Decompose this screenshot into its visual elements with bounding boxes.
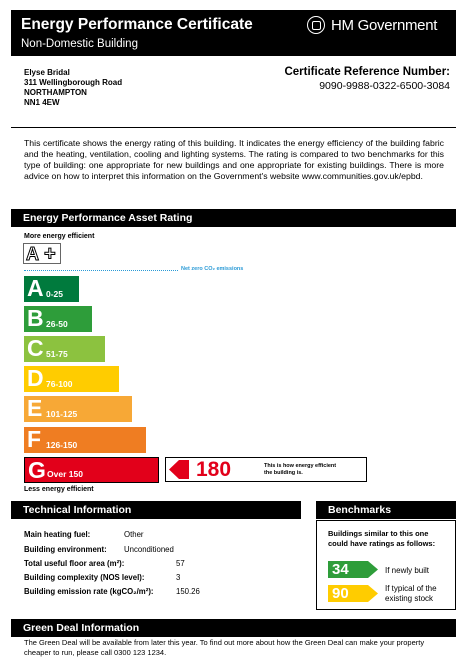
band-letter: B bbox=[27, 305, 44, 331]
benchmark-new-label: If newly built bbox=[385, 566, 430, 575]
tech-value: 57 bbox=[176, 559, 185, 568]
benchmark-typical-value: 90 bbox=[332, 585, 349, 602]
rating-band-g bbox=[24, 457, 159, 483]
address-line1: 311 Wellingborough Road bbox=[24, 78, 123, 87]
certificate-subtitle: Non-Domestic Building bbox=[21, 38, 138, 50]
rating-band-c bbox=[24, 336, 105, 362]
tech-label: Building complexity (NOS level): bbox=[24, 573, 145, 582]
divider bbox=[11, 127, 456, 128]
current-rating-note-line2: the building is. bbox=[264, 470, 303, 476]
crest-icon bbox=[307, 16, 325, 34]
rating-band-b bbox=[24, 306, 92, 332]
less-efficient-label: Less energy efficient bbox=[24, 486, 94, 493]
a-plus-sign: + bbox=[44, 243, 56, 265]
band-range: 126-150 bbox=[46, 440, 78, 450]
current-rating-note-line1: This is how energy efficient bbox=[264, 463, 337, 469]
tech-label: Total useful floor area (m²): bbox=[24, 559, 125, 568]
tech-value: 150.26 bbox=[176, 587, 200, 596]
address-town: NORTHAMPTON bbox=[24, 88, 87, 97]
benchmark-new-chip bbox=[328, 561, 378, 578]
band-range: 0-25 bbox=[46, 289, 64, 299]
band-letter: D bbox=[27, 365, 44, 391]
rating-arrow-icon bbox=[169, 460, 189, 479]
net-zero-label: Net zero CO₂ emissions bbox=[181, 266, 244, 272]
tech-label: Building emission rate (kgCO₂/m²): bbox=[24, 587, 154, 596]
current-rating-indicator bbox=[165, 457, 367, 482]
band-letter: G bbox=[28, 457, 46, 483]
a-plus-band bbox=[23, 243, 61, 264]
tech-label: Main heating fuel: bbox=[24, 530, 91, 539]
rating-section-header: Energy Performance Asset Rating bbox=[11, 209, 456, 227]
address-postcode: NN1 4EW bbox=[24, 98, 60, 107]
certificate-ref-label: Certificate Reference Number: bbox=[284, 66, 450, 78]
rating-band-f bbox=[24, 427, 146, 453]
tech-value: Unconditioned bbox=[124, 545, 174, 554]
band-range: Over 150 bbox=[47, 469, 83, 479]
green-deal-header: Green Deal Information bbox=[11, 619, 456, 637]
rating-band-e bbox=[24, 396, 132, 422]
band-range: 26-50 bbox=[46, 319, 68, 329]
rating-band-d bbox=[24, 366, 119, 392]
benchmark-new-value: 34 bbox=[332, 561, 349, 578]
tech-value: 3 bbox=[176, 573, 181, 582]
benchmarks-header: Benchmarks bbox=[316, 501, 456, 519]
net-zero-line bbox=[24, 270, 178, 271]
band-letter: E bbox=[27, 395, 43, 421]
band-range: 101-125 bbox=[46, 409, 78, 419]
band-letter: A bbox=[27, 275, 44, 301]
hm-government-logo: HM Government bbox=[331, 17, 438, 34]
current-rating-value: 180 bbox=[196, 458, 232, 481]
certificate-title: Energy Performance Certificate bbox=[21, 16, 253, 33]
building-address bbox=[24, 68, 122, 108]
benchmarks-intro: Buildings similar to this one could have ratings as follows: bbox=[328, 529, 436, 548]
tech-label: Building environment: bbox=[24, 545, 107, 554]
band-range: 51-75 bbox=[46, 349, 68, 359]
benchmark-typical-chip bbox=[328, 585, 378, 602]
tech-value: Other bbox=[124, 530, 144, 539]
certificate-header bbox=[11, 10, 456, 56]
benchmark-typical-label: If typical of the existing stock bbox=[385, 584, 437, 603]
band-letter: F bbox=[27, 426, 42, 452]
technical-section-header: Technical Information bbox=[11, 501, 301, 519]
band-range: 76-100 bbox=[46, 379, 73, 389]
intro-paragraph: This certificate shows the energy rating of this building. It indicates the energy efficiency of the building fabric and the heating, ventilation, cooling and lighting systems. The rating is compared to two benchmarks for this type of building: one appropriate for new buildings and one appropriate for existing buildings. There is more advice on how to interpret this information on the Government's website www.communities.gov.uk/epbd. bbox=[24, 138, 444, 182]
green-deal-text: The Green Deal will be available from later this year. To find out more about how the Green Deal can make your property cheaper to run, please call 0300 123 1234. bbox=[24, 638, 425, 657]
certificate-ref-value: 9090-9988-0322-6500-3084 bbox=[319, 80, 450, 92]
current-rating-note bbox=[264, 463, 336, 477]
a-plus-letter: A bbox=[26, 244, 39, 264]
band-letter: C bbox=[27, 335, 44, 361]
more-efficient-label: More energy efficient bbox=[24, 233, 95, 240]
rating-band-a bbox=[24, 276, 79, 302]
address-name: Elyse Bridal bbox=[24, 68, 70, 77]
